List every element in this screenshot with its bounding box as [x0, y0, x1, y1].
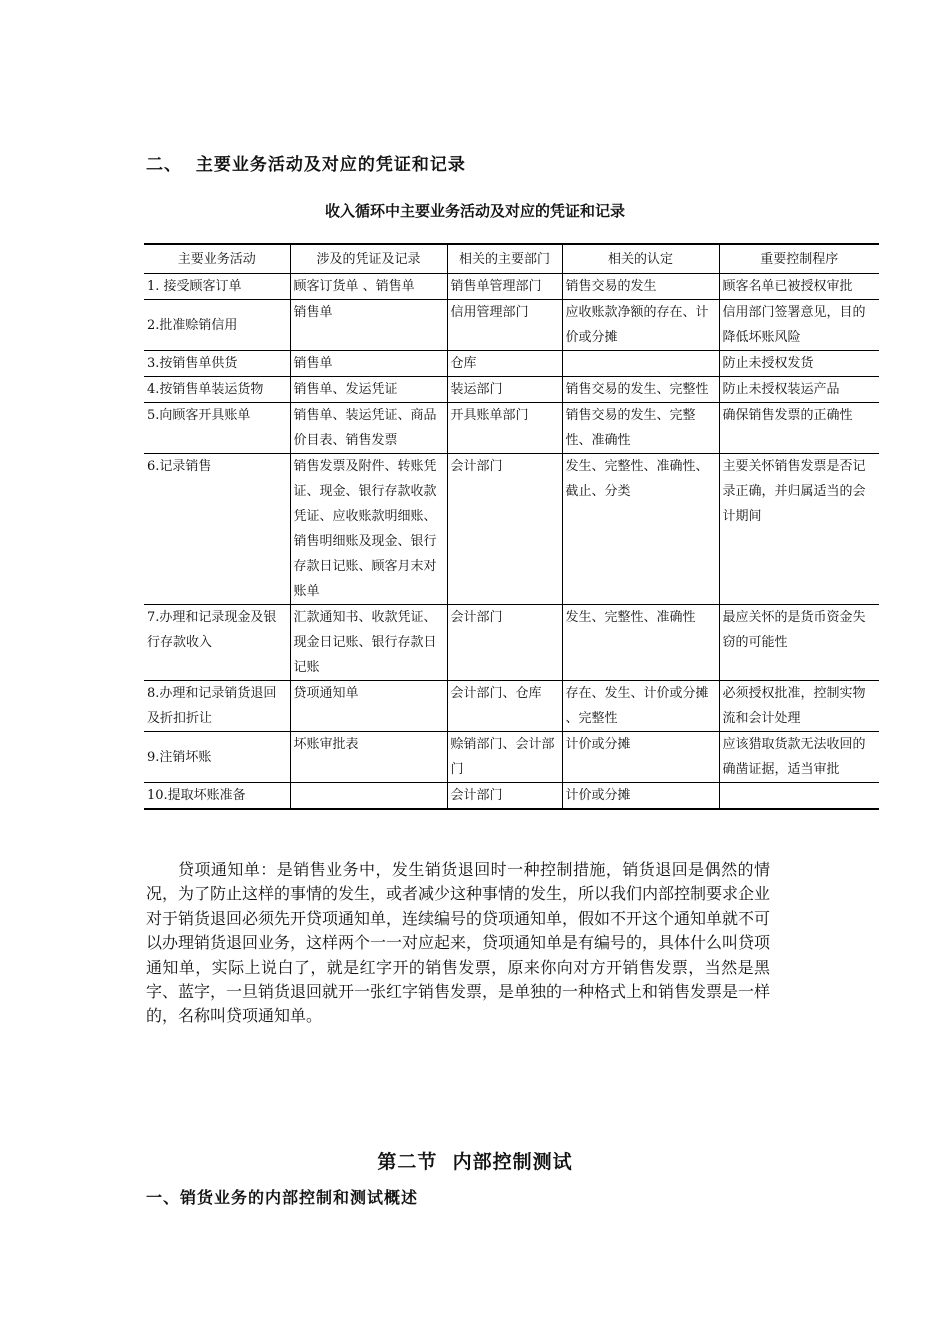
- cell-assertions: 销售交易的发生、完整性、准确性: [562, 403, 719, 454]
- cell-controls: 确保销售发票的正确性: [719, 403, 879, 454]
- cell-documents: 顾客订货单 、销售单: [290, 274, 447, 300]
- cell-departments: 会计部门: [447, 605, 562, 681]
- table-row: [144, 403, 879, 454]
- chapter-title: 第二节 内部控制测试: [377, 1151, 573, 1173]
- cell-activity: 1. 接受顾客订单: [144, 274, 290, 300]
- cell-departments: 仓库: [447, 351, 562, 377]
- cell-activity: 7.办理和记录现金及银行存款收入: [144, 605, 290, 681]
- table-row: [144, 732, 879, 783]
- table-row: [144, 783, 879, 810]
- cell-assertions: 计价或分摊: [562, 783, 719, 810]
- cell-documents: 销售单: [290, 300, 447, 351]
- table-row: [144, 605, 879, 681]
- section-heading: 二、 主要业务活动及对应的凭证和记录: [146, 155, 466, 175]
- cell-activity: 4.按销售单装运货物: [144, 377, 290, 403]
- header-documents: 涉及的凭证及记录: [290, 244, 447, 274]
- cell-documents: 销售发票及附件、转账凭证、现金、银行存款收款凭证、应收账款明细账、销售明细账及现金、银行存款日记账、顾客月末对账单: [290, 454, 447, 605]
- cell-assertions: 计价或分摊: [562, 732, 719, 783]
- cell-departments: 会计部门、仓库: [447, 681, 562, 732]
- header-controls: 重要控制程序: [719, 244, 879, 274]
- cell-documents: [290, 783, 447, 810]
- header-assertions: 相关的认定: [562, 244, 719, 274]
- cell-documents: 贷项通知单: [290, 681, 447, 732]
- cell-documents: 销售单、装运凭证、商品价目表、销售发票: [290, 403, 447, 454]
- cell-documents: 销售单: [290, 351, 447, 377]
- table-row: [144, 351, 879, 377]
- cell-departments: 装运部门: [447, 377, 562, 403]
- cell-assertions: 应收账款净额的存在、计价或分摊: [562, 300, 719, 351]
- records-table: [144, 243, 879, 810]
- table-row: [144, 377, 879, 403]
- cell-assertions: 销售交易的发生: [562, 274, 719, 300]
- cell-assertions: 存在、发生、计价或分摊 、完整性: [562, 681, 719, 732]
- cell-activity: 10.提取坏账准备: [144, 783, 290, 810]
- table-title: 收入循环中主要业务活动及对应的凭证和记录: [324, 202, 625, 220]
- body-paragraph: 贷项通知单：是销售业务中，发生销货退回时一种控制措施，销货退回是偶然的情况，为了防止这样的事情的发生，或者减少这种事情的发生，所以我们内部控制要求企业对于销货退回必须先开贷项通知单，连续编号的贷项通知单，假如不开这个通知单就不可以办理销货退回业务，这样两个一一对应起来，贷项通知单是有编号的，具体什么叫贷项通知单，实际上说白了，就是红字开的销售发票，原来你向对方开销售发票，当然是黑字、蓝字，一旦销货退回就开一张红字销售发票，是单独的一种格式上和销售发票是一样的，名称叫贷项通知单。: [146, 860, 771, 1026]
- cell-documents: 汇款通知书、收款凭证、现金日记账、银行存款日记账: [290, 605, 447, 681]
- cell-controls: 顾客名单已被授权审批: [719, 274, 879, 300]
- cell-controls: 必须授权批准，控制实物流和会计处理: [719, 681, 879, 732]
- cell-controls: 主要关怀销售发票是否记录正确，并归属适当的会计期间: [719, 454, 879, 605]
- cell-departments: 会计部门: [447, 783, 562, 810]
- cell-controls: 信用部门签署意见，目的降低坏账风险: [719, 300, 879, 351]
- cell-activity: 6.记录销售: [144, 454, 290, 605]
- table-row: [144, 681, 879, 732]
- cell-departments: 信用管理部门: [447, 300, 562, 351]
- cell-documents: 销售单、发运凭证: [290, 377, 447, 403]
- cell-activity: 3.按销售单供货: [144, 351, 290, 377]
- cell-activity: 5.向顾客开具账单: [144, 403, 290, 454]
- table-header-row: [144, 244, 879, 274]
- header-departments: 相关的主要部门: [447, 244, 562, 274]
- cell-departments: 开具账单部门: [447, 403, 562, 454]
- table-row: [144, 454, 879, 605]
- cell-controls: [719, 783, 879, 810]
- cell-controls: 防止未授权发货: [719, 351, 879, 377]
- cell-assertions: [562, 351, 719, 377]
- cell-activity: 2.批准赊销信用: [144, 300, 290, 351]
- header-activity: 主要业务活动: [144, 244, 290, 274]
- cell-controls: 最应关怀的是货币资金失窃的可能性: [719, 605, 879, 681]
- cell-controls: 防止未授权装运产品: [719, 377, 879, 403]
- cell-documents: 坏账审批表: [290, 732, 447, 783]
- sub-heading: 一、销货业务的内部控制和测试概述: [146, 1188, 419, 1207]
- table-row: [144, 274, 879, 300]
- table-row: [144, 300, 879, 351]
- cell-assertions: 发生、完整性、准确性、截止、分类: [562, 454, 719, 605]
- cell-controls: 应该猎取货款无法收回的确凿证据，适当审批: [719, 732, 879, 783]
- cell-departments: 赊销部门、会计部门: [447, 732, 562, 783]
- cell-departments: 会计部门: [447, 454, 562, 605]
- cell-assertions: 发生、完整性、准确性: [562, 605, 719, 681]
- cell-activity: 9.注销坏账: [144, 732, 290, 783]
- cell-assertions: 销售交易的发生、完整性: [562, 377, 719, 403]
- cell-departments: 销售单管理部门: [447, 274, 562, 300]
- cell-activity: 8.办理和记录销货退回及折扣折让: [144, 681, 290, 732]
